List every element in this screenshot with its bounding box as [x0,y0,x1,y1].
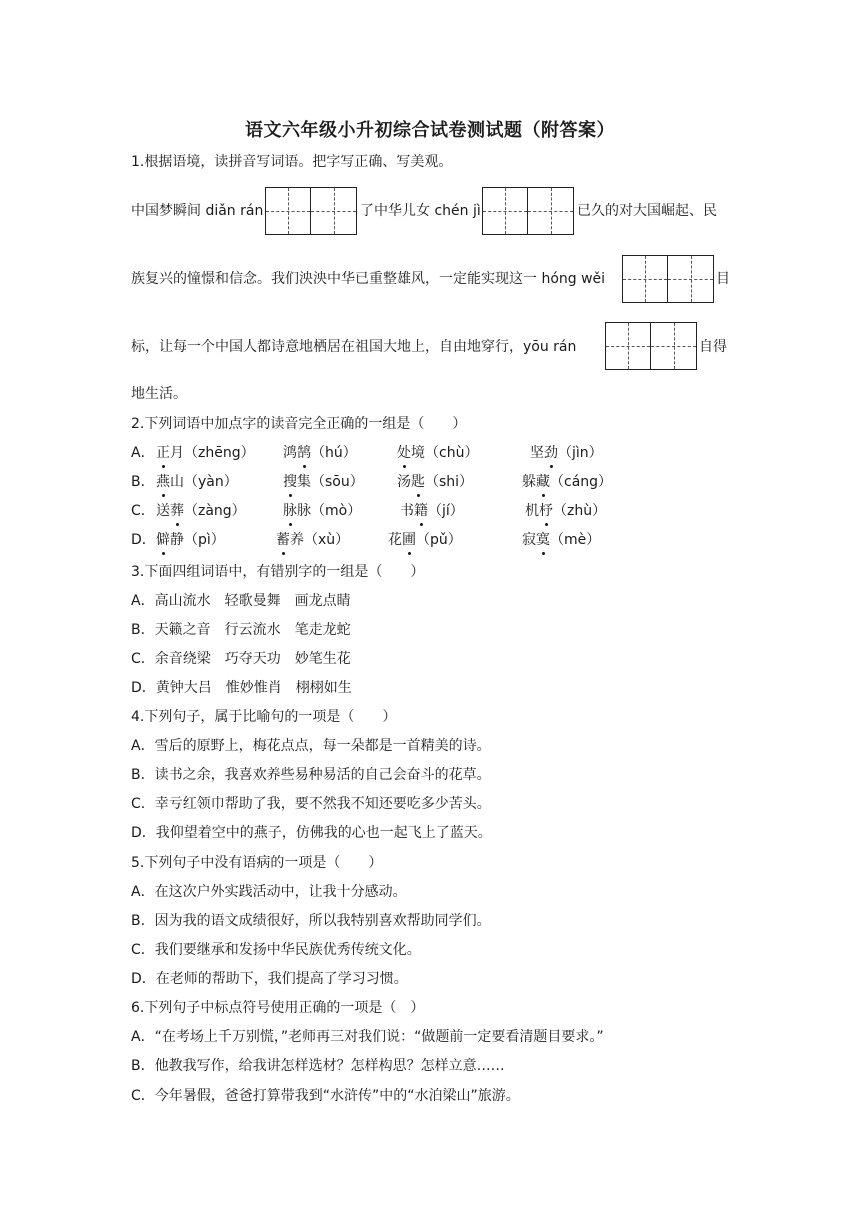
grid-cell [311,188,356,234]
q1-text-segment: 了中华儿女 chén jì [360,203,481,219]
option-line: C．余音绕梁 巧夺天功 妙笔生花 [131,651,351,667]
option-label: A． [131,445,155,461]
option-line: B．因为我的语文成绩很好，所以我特别喜欢帮助同学们。 [131,913,491,929]
option-item: 花圃 （pǔ） [388,530,462,550]
option-item: 脉 脉（mò） [283,501,361,521]
grid-cell [606,323,651,369]
grid-cell [483,188,528,234]
q6-prompt: 6.下列句子中标点符号使用正确的一项是（ ） [131,1000,425,1016]
option-item: 躲藏 （cáng） [522,472,612,492]
q1-text-segment: 自得 [699,339,727,355]
grid-cell [623,256,668,302]
grid-cell [668,256,713,302]
q1-text-segment: 地生活。 [131,386,187,402]
answer-grid-3[interactable] [622,255,714,303]
q1-text-segment: 族复兴的憧憬和信念。我们泱泱中华已重整雄风，一定能实现这一 hóng wěi [131,271,606,287]
option-item: 书籍 （jí） [400,501,464,521]
option-item: 搜 集（sōu） [283,472,364,492]
q5-prompt: 5.下列句子中没有语病的一项是（ ） [131,855,383,871]
q1-text-segment: 已久的对大国崛起、民 [577,203,717,219]
q1-text-segment: 中国梦瞬间 diǎn rán [131,203,264,219]
option-line: C．今年暑假，爸爸打算带我到“水浒传”中的“水泊梁山”旅游。 [131,1088,520,1104]
option-item: 蓄 养（xù） [276,530,349,550]
option-line: A．“在考场上千万别慌，”老师再三对我们说：“做题前一定要看清题目要求。” [131,1029,604,1045]
option-item: 机杼 （zhù） [525,501,606,521]
option-line: D．在老师的帮助下，我们提高了学习习惯。 [131,971,408,987]
option-label: D． [131,532,156,548]
option-item: 送葬 （zàng） [156,501,246,521]
option-line: C．我们要继承和发扬中华民族优秀传统文化。 [131,942,421,958]
option-item: 燕 山（yàn） [156,472,238,492]
q1-text-segment: 目 [716,271,730,287]
option-line: D．我仰望着空中的燕子，仿佛我的心也一起飞上了蓝天。 [131,825,492,841]
grid-cell [528,188,573,234]
option-line: B．天籁之音 行云流水 笔走龙蛇 [131,622,351,638]
option-line: C．幸亏红领巾帮助了我，要不然我不知还要吃多少苦头。 [131,796,491,812]
option-item: 坚劲 （jìn） [530,443,603,463]
option-line: B．读书之余，我喜欢养些易种易活的自己会奋斗的花草。 [131,767,491,783]
answer-grid-2[interactable] [482,187,574,235]
option-item: 正 月（zhēng） [156,443,255,463]
option-label: B． [131,474,155,490]
q3-prompt: 3.下面四组词语中，有错别字的一组是（ ） [131,564,425,580]
option-item: 僻 静（pì） [156,530,225,550]
option-item: 处 境（chù） [397,443,478,463]
grid-cell [651,323,696,369]
option-line: A．高山流水 轻歌曼舞 画龙点睛 [131,593,351,609]
option-line: B．他教我写作，给我讲怎样选材？怎样构思？怎样立意…… [131,1058,505,1074]
option-item: 汤匙 （shi） [397,472,473,492]
q4-prompt: 4.下列句子，属于比喻句的一项是（ ） [131,709,397,725]
option-item: 寂寞 （mè） [522,530,600,550]
answer-grid-4[interactable] [605,322,697,370]
option-item: 鸿鹄 （hú） [283,443,357,463]
option-line: A．雪后的原野上，梅花点点，每一朵都是一首精美的诗。 [131,738,491,754]
q1-text-segment: 标，让每一个中国人都诗意地栖居在祖国大地上，自由地穿行，yōu rán [131,339,577,355]
q1-prompt: 1.根据语境，读拼音写词语。把字写正确、写美观。 [131,154,453,170]
q2-prompt: 2.下列词语中加点字的读音完全正确的一组是（ ） [131,416,467,432]
option-line: A．在这次户外实践活动中，让我十分感动。 [131,884,407,900]
grid-cell [266,188,311,234]
option-label: C． [131,503,155,519]
option-line: D．黄钟大吕 惟妙惟肖 栩栩如生 [131,680,352,696]
document-title: 语文六年级小升初综合试卷测试题（附答案） [245,120,615,141]
answer-grid-1[interactable] [265,187,357,235]
